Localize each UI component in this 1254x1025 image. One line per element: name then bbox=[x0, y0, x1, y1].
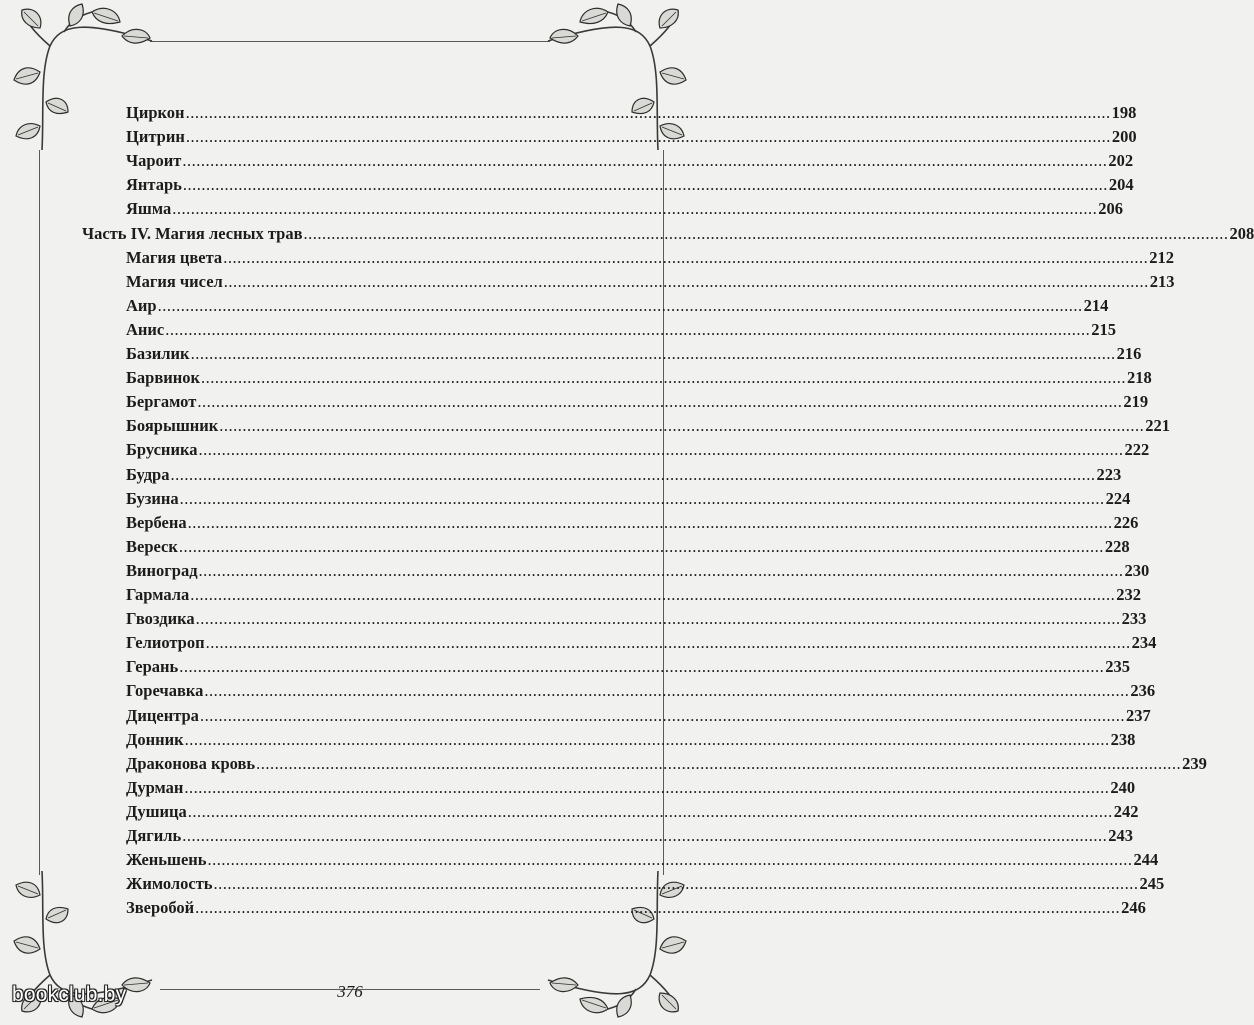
toc-entry-title: Гелиотроп bbox=[126, 633, 205, 653]
toc-entry-title: Герань bbox=[126, 657, 179, 677]
dot-leader: ........................................................................................................................................................................................................ bbox=[190, 344, 1116, 363]
toc-entry bbox=[126, 294, 1109, 318]
toc-entry-page: 224 bbox=[1105, 488, 1131, 508]
dot-leader: ........................................................................................................................................................................................................ bbox=[184, 777, 1110, 797]
toc-entry bbox=[126, 438, 1150, 462]
toc-entry-page: 215 bbox=[1091, 319, 1117, 339]
toc-entry-title: Циркон bbox=[126, 103, 185, 122]
toc-entry-page: 223 bbox=[1096, 464, 1122, 484]
toc-entry bbox=[126, 101, 1137, 125]
page-number: 376 bbox=[337, 982, 363, 1001]
dot-leader: ........................................................................................................................................................................................................ bbox=[195, 609, 1121, 629]
toc-entry bbox=[126, 149, 1134, 173]
dot-leader: ........................................................................................................................................................................................................ bbox=[201, 368, 1127, 388]
toc-entry-title: Бергамот bbox=[126, 392, 197, 412]
toc-entry bbox=[126, 776, 1136, 800]
toc-entry bbox=[126, 366, 1152, 390]
toc-part-heading bbox=[82, 222, 1254, 246]
dot-leader: ........................................................................................................................................................................................................ bbox=[170, 464, 1096, 484]
toc-entry bbox=[126, 655, 1130, 679]
dot-leader: ........................................................................................................................................................................................................ bbox=[182, 151, 1108, 171]
toc-entry bbox=[126, 824, 1134, 848]
dot-leader: ........................................................................................................................................................................................................ bbox=[213, 874, 1139, 894]
toc-entry-title: Яшма bbox=[126, 199, 172, 219]
dot-leader: ........................................................................................................................................................................................................ bbox=[223, 271, 1149, 291]
toc-entry bbox=[126, 583, 1142, 607]
toc-entry bbox=[126, 752, 1207, 776]
toc-entry-page: 246 bbox=[1121, 898, 1146, 918]
toc-entry-page: 212 bbox=[1149, 247, 1174, 267]
toc-entry bbox=[126, 414, 1171, 438]
toc-entry-title: Магия чисел bbox=[126, 271, 223, 291]
toc-entry-page: 239 bbox=[1182, 753, 1207, 773]
toc-entry bbox=[126, 246, 1174, 270]
toc-entry-title: Цитрин bbox=[126, 127, 185, 147]
toc-entry-title: Базилик bbox=[126, 344, 190, 363]
toc-entry bbox=[126, 318, 1117, 342]
toc-entry-page: 232 bbox=[1116, 585, 1142, 604]
dot-leader: ........................................................................................................................................................................................................ bbox=[303, 223, 1229, 243]
toc-entry-page: 206 bbox=[1098, 199, 1123, 219]
toc-entry-title: Вереск bbox=[126, 536, 178, 556]
toc-entry bbox=[126, 270, 1175, 294]
toc-entry-title: Жимолость bbox=[126, 874, 213, 894]
dot-leader: ........................................................................................................................................................................................................ bbox=[165, 319, 1091, 339]
toc-entry bbox=[126, 896, 1146, 920]
toc-entry-title: Чароит bbox=[126, 151, 182, 171]
watermark: bookclub.by bbox=[12, 983, 127, 1006]
toc-entry-page: 240 bbox=[1110, 777, 1136, 797]
toc-entry-page: 236 bbox=[1130, 681, 1156, 701]
toc-entry-page: 243 bbox=[1108, 826, 1134, 845]
toc-entry-title: Драконова кровь bbox=[126, 753, 256, 773]
toc-entry-title: Гвоздика bbox=[126, 609, 195, 629]
toc-entry-page: 234 bbox=[1131, 633, 1157, 653]
toc-entry-page: 208 bbox=[1229, 223, 1254, 243]
toc-entry bbox=[126, 463, 1122, 487]
dot-leader: ........................................................................................................................................................................................................ bbox=[198, 440, 1124, 460]
toc-entry bbox=[126, 342, 1142, 366]
dot-leader: ........................................................................................................................................................................................................ bbox=[179, 657, 1105, 677]
dot-leader: ........................................................................................................................................................................................................ bbox=[182, 826, 1108, 845]
dot-leader: ........................................................................................................................................................................................................ bbox=[223, 247, 1149, 267]
toc-entry-title: Магия цвета bbox=[126, 247, 223, 267]
toc-entry bbox=[126, 848, 1159, 872]
toc-entry-page: 202 bbox=[1108, 151, 1134, 171]
toc-entry-page: 219 bbox=[1123, 392, 1149, 412]
toc-entry-title: Янтарь bbox=[126, 175, 182, 195]
dot-leader: ........................................................................................................................................................................................................ bbox=[187, 512, 1113, 532]
dot-leader: ........................................................................................................................................................................................................ bbox=[184, 729, 1110, 749]
dot-leader: ........................................................................................................................................................................................................ bbox=[195, 898, 1121, 918]
toc-entry-page: 218 bbox=[1127, 368, 1152, 388]
toc-entry-title: Бузина bbox=[126, 488, 179, 508]
toc-entry bbox=[126, 390, 1149, 414]
dot-leader: ........................................................................................................................................................................................................ bbox=[205, 633, 1131, 653]
toc-entry-title: Анис bbox=[126, 319, 165, 339]
toc-entry bbox=[126, 704, 1151, 728]
toc-entry-title: Боярышник bbox=[126, 416, 219, 436]
toc-entry bbox=[126, 728, 1136, 752]
toc-entry-page: 226 bbox=[1113, 512, 1139, 532]
toc-entry bbox=[126, 173, 1134, 197]
dot-leader: ........................................................................................................................................................................................................ bbox=[172, 199, 1098, 219]
toc-entry bbox=[126, 535, 1130, 559]
toc-entry bbox=[126, 679, 1156, 703]
toc-entry-title: Виноград bbox=[126, 560, 198, 580]
toc-entry bbox=[126, 197, 1123, 221]
toc-entry bbox=[126, 872, 1165, 896]
toc-entry-page: 245 bbox=[1139, 874, 1165, 894]
toc-entry-title: Гармала bbox=[126, 585, 190, 604]
toc-entry-page: 237 bbox=[1125, 705, 1151, 725]
toc-entry bbox=[126, 487, 1131, 511]
dot-leader: ........................................................................................................................................................................................................ bbox=[204, 681, 1130, 701]
toc-entry-title: Дицентра bbox=[126, 705, 199, 725]
toc-entry bbox=[126, 607, 1147, 631]
toc-entry-page: 238 bbox=[1110, 729, 1136, 749]
toc-entry-page: 221 bbox=[1145, 416, 1171, 436]
toc-entry-page: 222 bbox=[1124, 440, 1150, 460]
frame-line-top bbox=[150, 41, 550, 42]
toc-entry-title: Брусника bbox=[126, 440, 198, 460]
dot-leader: ........................................................................................................................................................................................................ bbox=[178, 536, 1104, 556]
toc-entry-title: Дурман bbox=[126, 777, 184, 797]
toc-entry-title: Душица bbox=[126, 801, 187, 821]
toc-entry-title: Зверобой bbox=[126, 898, 195, 918]
toc-entry-page: 242 bbox=[1113, 801, 1139, 821]
toc-entry-title: Донник bbox=[126, 729, 184, 749]
toc-entry-page: 213 bbox=[1149, 271, 1175, 291]
toc-entry-title: Женьшень bbox=[126, 850, 207, 870]
toc-entry-title: Барвинок bbox=[126, 368, 201, 388]
dot-leader: ........................................................................................................................................................................................................ bbox=[207, 850, 1133, 870]
toc-entry-page: 233 bbox=[1121, 609, 1147, 629]
dot-leader: ........................................................................................................................................................................................................ bbox=[157, 295, 1083, 315]
dot-leader: ........................................................................................................................................................................................................ bbox=[198, 560, 1124, 580]
dot-leader: ........................................................................................................................................................................................................ bbox=[185, 127, 1111, 147]
dot-leader: ........................................................................................................................................................................................................ bbox=[256, 753, 1182, 773]
toc-entry-title: Дягиль bbox=[126, 826, 182, 845]
toc-entry bbox=[126, 631, 1157, 655]
toc-entry-title: Будра bbox=[126, 464, 170, 484]
toc-entry-page: 216 bbox=[1116, 344, 1142, 363]
toc-entry bbox=[126, 559, 1150, 583]
toc-entry-page: 235 bbox=[1105, 657, 1130, 677]
dot-leader: ........................................................................................................................................................................................................ bbox=[187, 801, 1113, 821]
toc-entry-page: 204 bbox=[1108, 175, 1134, 195]
toc-entry bbox=[126, 125, 1137, 149]
toc-entry-page: 198 bbox=[1111, 103, 1137, 122]
toc-entry-page: 200 bbox=[1111, 127, 1137, 147]
dot-leader: ........................................................................................................................................................................................................ bbox=[199, 705, 1125, 725]
toc-entry bbox=[126, 511, 1139, 535]
toc-entry-page: 214 bbox=[1083, 295, 1109, 315]
toc-entry-title: Вербена bbox=[126, 512, 187, 532]
toc-entry-page: 244 bbox=[1133, 850, 1159, 870]
dot-leader: ........................................................................................................................................................................................................ bbox=[185, 103, 1111, 122]
toc-entry-page: 228 bbox=[1104, 536, 1130, 556]
toc-entry-title: Горечавка bbox=[126, 681, 204, 701]
dot-leader: ........................................................................................................................................................................................................ bbox=[219, 416, 1145, 436]
toc-entry-page: 230 bbox=[1124, 560, 1150, 580]
toc-entry bbox=[126, 800, 1139, 824]
dot-leader: ........................................................................................................................................................................................................ bbox=[179, 488, 1105, 508]
frame-line-left bbox=[39, 150, 40, 875]
toc-entry-title: Аир bbox=[126, 295, 157, 315]
dot-leader: ........................................................................................................................................................................................................ bbox=[197, 392, 1123, 412]
dot-leader: ........................................................................................................................................................................................................ bbox=[182, 175, 1108, 195]
dot-leader: ........................................................................................................................................................................................................ bbox=[190, 585, 1116, 604]
toc-entry-title: Часть IV. Магия лесных трав bbox=[82, 223, 303, 243]
